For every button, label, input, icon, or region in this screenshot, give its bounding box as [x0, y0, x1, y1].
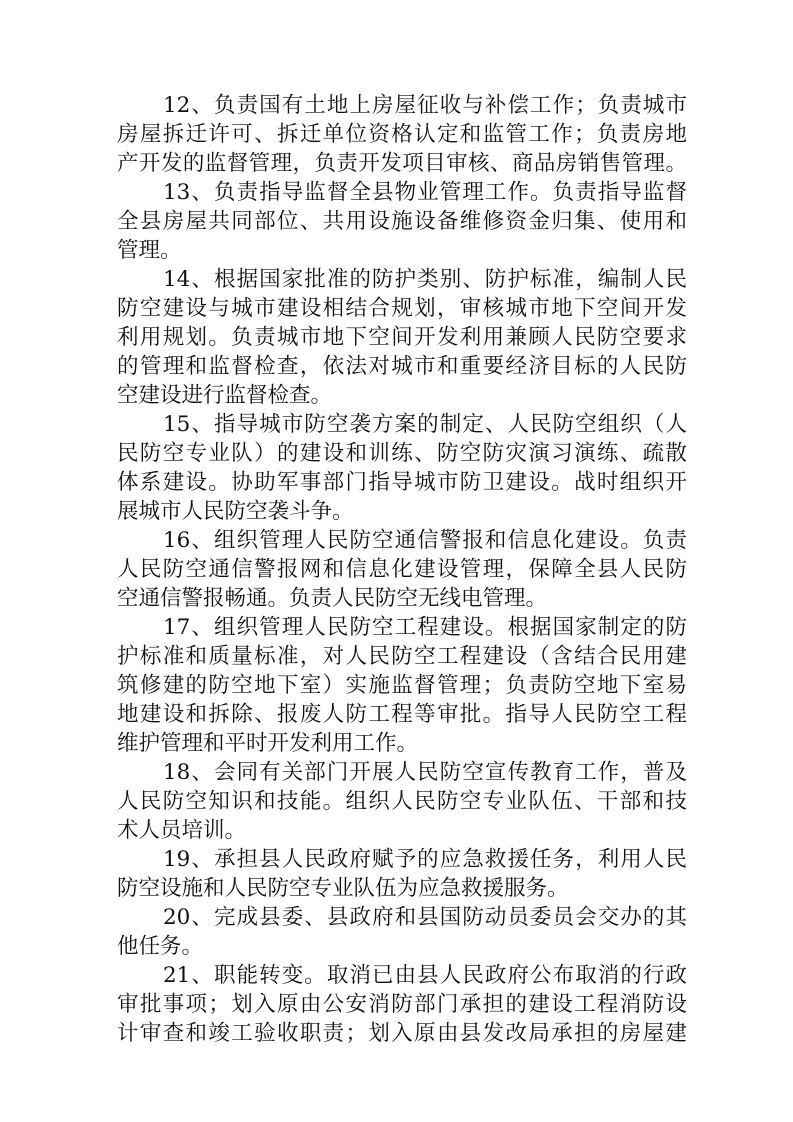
- paragraph-12: [117, 91, 687, 178]
- paragraph-21: [117, 961, 687, 1048]
- paragraph-14-line-3: 利用规划。负责城市地下空间开发利用兼顾人民防空要求: [117, 325, 687, 350]
- paragraph-15-line-3: 体系建设。协助军事部门指导城市防卫建设。战时组织开: [117, 470, 687, 495]
- paragraph-18: [117, 758, 687, 845]
- paragraph-16: [117, 526, 687, 613]
- paragraph-19: [117, 845, 687, 903]
- paragraph-15: [117, 410, 687, 526]
- paragraph-16-line-1: 16、组织管理人民防空通信警报和信息化建设。负责: [163, 528, 687, 553]
- paragraph-12-line-1: 12、负责国有土地上房屋征收与补偿工作；负责城市: [163, 93, 687, 118]
- paragraph-16-line-2: 人民防空通信警报网和信息化建设管理，保障全县人民防: [117, 557, 687, 582]
- paragraph-14-line-2: 防空建设与城市建设相结合规划，审核城市地下空间开发: [117, 296, 687, 321]
- paragraph-18-line-2: 人民防空知识和技能。组织人民防空专业队伍、干部和技: [117, 789, 687, 814]
- paragraph-13-line-3: 管理。: [117, 238, 182, 263]
- paragraph-15-line-2: 民防空专业队）的建设和训练、防空防灾演习演练、疏散: [117, 441, 687, 466]
- paragraph-18-line-3: 术人员培训。: [117, 818, 247, 843]
- paragraph-17-line-2: 护标准和质量标准，对人民防空工程建设（含结合民用建: [117, 644, 687, 669]
- paragraph-21-line-2: 审批事项；划入原由公安消防部门承担的建设工程消防设: [117, 992, 687, 1017]
- paragraph-14: [117, 265, 687, 410]
- paragraph-19-line-2: 防空设施和人民防空专业队伍为应急救援服务。: [117, 876, 569, 901]
- paragraph-17-line-3: 筑修建的防空地下室）实施监督管理；负责防空地下室易: [117, 673, 687, 698]
- paragraph-15-line-1: 15、指导城市防空袭方案的制定、人民防空组织（人: [163, 412, 687, 437]
- paragraph-14-line-5: 空建设进行监督检查。: [117, 383, 333, 408]
- paragraph-17-line-1: 17、组织管理人民防空工程建设。根据国家制定的防: [163, 615, 687, 640]
- paragraph-17-line-4: 地建设和拆除、报废人防工程等审批。指导人民防空工程: [117, 702, 687, 727]
- paragraph-15-line-4: 展城市人民防空袭斗争。: [117, 499, 354, 524]
- paragraph-20-line-1: 20、完成县委、县政府和县国防动员委员会交办的其: [163, 905, 687, 930]
- paragraph-21-line-3: 计审查和竣工验收职责；划入原由县发改局承担的房屋建: [117, 1021, 687, 1046]
- paragraph-12-line-2: 房屋拆迁许可、拆迁单位资格认定和监管工作；负责房地: [117, 122, 687, 147]
- paragraph-14-line-4: 的管理和监督检查，依法对城市和重要经济目标的人民防: [117, 354, 687, 379]
- paragraph-19-line-1: 19、承担县人民政府赋予的应急救援任务，利用人民: [163, 847, 687, 872]
- paragraph-13: [117, 178, 687, 265]
- paragraph-14-line-1: 14、根据国家批准的防护类别、防护标准，编制人民: [163, 267, 687, 292]
- paragraph-17: [117, 613, 687, 758]
- paragraph-20: [117, 903, 687, 961]
- paragraph-13-line-2: 全县房屋共同部位、共用设施设备维修资金归集、使用和: [117, 209, 687, 234]
- paragraph-12-line-3: 产开发的监督管理，负责开发项目审核、商品房销售管理。: [117, 151, 687, 176]
- document-body: [117, 91, 687, 1048]
- paragraph-18-line-1: 18、会同有关部门开展人民防空宣传教育工作，普及: [163, 760, 687, 785]
- paragraph-20-line-2: 他任务。: [117, 934, 204, 959]
- paragraph-17-line-5: 维护管理和平时开发利用工作。: [117, 731, 419, 756]
- paragraph-16-line-3: 空通信警报畅通。负责人民防空无线电管理。: [117, 586, 548, 611]
- paragraph-13-line-1: 13、负责指导监督全县物业管理工作。负责指导监督: [163, 180, 687, 205]
- paragraph-21-line-1: 21、职能转变。取消已由县人民政府公布取消的行政: [163, 963, 687, 988]
